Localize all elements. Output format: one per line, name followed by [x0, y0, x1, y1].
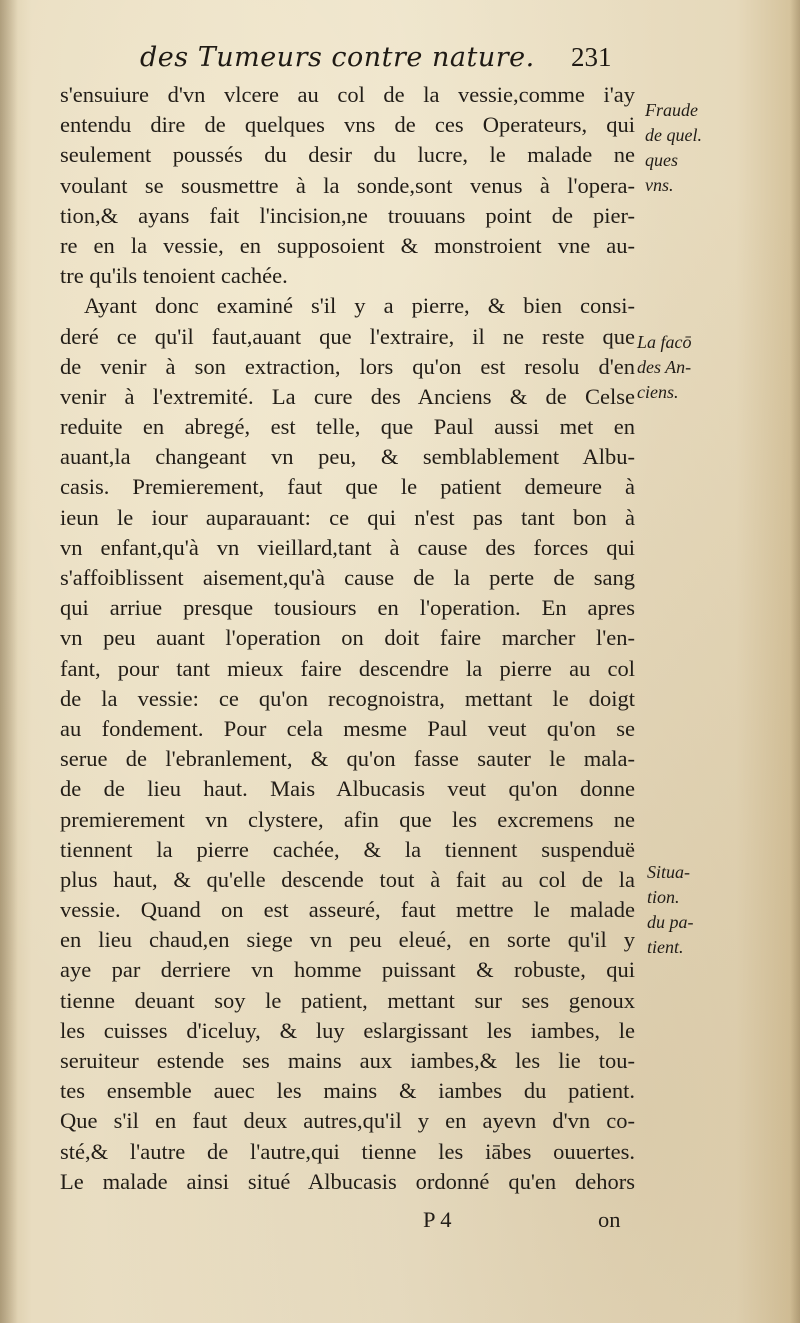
text-line: sté,& l'autre de l'autre,qui tienne les iābes ouuertes. — [60, 1138, 635, 1164]
text-line: venir à l'extremité. La cure des Anciens & de Celse — [60, 383, 635, 409]
text-line: aye par derriere vn homme puissant & robuste, qui — [60, 957, 635, 983]
margin-note-line: La facō — [637, 332, 692, 352]
running-title: des Tumeurs contre nature. — [140, 42, 535, 73]
text-line: re en la vessie, en supposoient & monstroient vne au- — [60, 232, 635, 258]
margin-note-line: du pa- — [647, 912, 694, 932]
text-line: en lieu chaud,en siege vn peu eleué, en sorte qu'il y — [60, 927, 635, 953]
margin-note-line: de quel. — [645, 125, 702, 145]
text-line: s'ensuiure d'vn vlcere au col de la vessie,comme i'ay — [60, 82, 635, 107]
margin-note-line: vns. — [645, 175, 674, 195]
margin-note-line: ciens. — [637, 382, 679, 402]
text-line: entendu dire de quelques vns de ces Operateurs, qui — [60, 112, 635, 138]
signature-mark: P 4 — [423, 1207, 452, 1232]
text-line: tion,& ayans fait l'incision,ne trouuans point de pier- — [60, 202, 635, 228]
text-line: deré ce qu'il faut,auant que l'extraire, il ne reste que — [60, 323, 635, 349]
page-gutter-shadow — [0, 0, 18, 1323]
text-line: fant, pour tant mieux faire descendre la pierre au col — [60, 655, 635, 681]
margin-note-facon-anciens — [637, 330, 692, 405]
text-line: vessie. Quand on est asseuré, faut mettre le malade — [60, 897, 635, 923]
text-line: au fondement. Pour cela mesme Paul veut qu'on se — [60, 715, 635, 741]
text-line: qui arriue presque tousiours en l'operation. En apres — [60, 595, 635, 621]
text-line: auant,la changeant vn peu, & semblablement Albu- — [60, 444, 635, 470]
text-line: de venir à son extraction, lors qu'on est resolu d'en — [60, 353, 635, 379]
margin-note-fraude — [645, 98, 702, 198]
text-line: tre qu'ils tenoient cachée. — [60, 263, 288, 289]
text-line: seruiteur estende ses mains aux iambes,& les lie tou- — [60, 1048, 635, 1073]
text-line: premierement vn clystere, afin que les excremens ne — [60, 806, 635, 832]
margin-note-situation — [647, 860, 694, 960]
margin-note-line: tion. — [647, 887, 680, 907]
text-line: serue de l'ebranlement, & qu'on fasse sauter le mala- — [60, 746, 635, 772]
margin-note-line: des An- — [637, 357, 692, 377]
margin-note-line: tient. — [647, 937, 684, 957]
text-line: de la vessie: ce qu'on recognoistra, mettant le doigt — [60, 685, 635, 711]
text-line: vn enfant,qu'à vn vieillard,tant à cause des forces qui — [60, 534, 635, 560]
text-line: reduite en abregé, est telle, que Paul aussi met en — [60, 414, 635, 440]
margin-note-line: Fraude — [645, 100, 698, 120]
page-number: 231 — [571, 42, 612, 72]
text-line: s'affoiblissent aisement,qu'à cause de la perte de sang — [60, 565, 635, 590]
text-line: tiennent la pierre cachée, & la tiennent suspenduë — [60, 836, 635, 862]
text-line: les cuisses d'iceluy, & luy eslargissant les iambes, le — [60, 1017, 635, 1043]
text-line: casis. Premierement, faut que le patient demeure à — [60, 474, 635, 500]
main-text-block — [60, 80, 635, 1197]
text-line: vn peu auant l'operation on doit faire marcher l'en- — [60, 625, 635, 651]
text-line: de de lieu haut. Mais Albucasis veut qu'on donne — [60, 776, 635, 802]
margin-note-line: Situa- — [647, 862, 690, 882]
text-line: tes ensemble auec les mains & iambes du patient. — [60, 1078, 635, 1104]
text-line: Que s'il en faut deux autres,qu'il y en ayevn d'vn co- — [60, 1108, 635, 1134]
text-line: plus haut, & qu'elle descende tout à fait au col de la — [60, 866, 635, 892]
text-line: Le malade ainsi situé Albucasis ordonné qu'en dehors — [60, 1168, 635, 1194]
text-line: tienne deuant soy le patient, mettant sur ses genoux — [60, 987, 635, 1013]
text-line: voulant se sousmettre à la sonde,sont venus à l'opera- — [60, 172, 635, 198]
text-line: ieun le iour auparauant: ce qui n'est pas tant bon à — [60, 504, 635, 530]
catchword: on — [598, 1207, 621, 1232]
page-edge-shadow — [790, 0, 800, 1323]
text-line: seulement poussés du desir du lucre, le malade ne — [60, 142, 635, 168]
margin-note-line: ques — [645, 150, 678, 170]
text-line: Ayant donc examiné s'il y a pierre, & bien consi- — [84, 293, 635, 319]
